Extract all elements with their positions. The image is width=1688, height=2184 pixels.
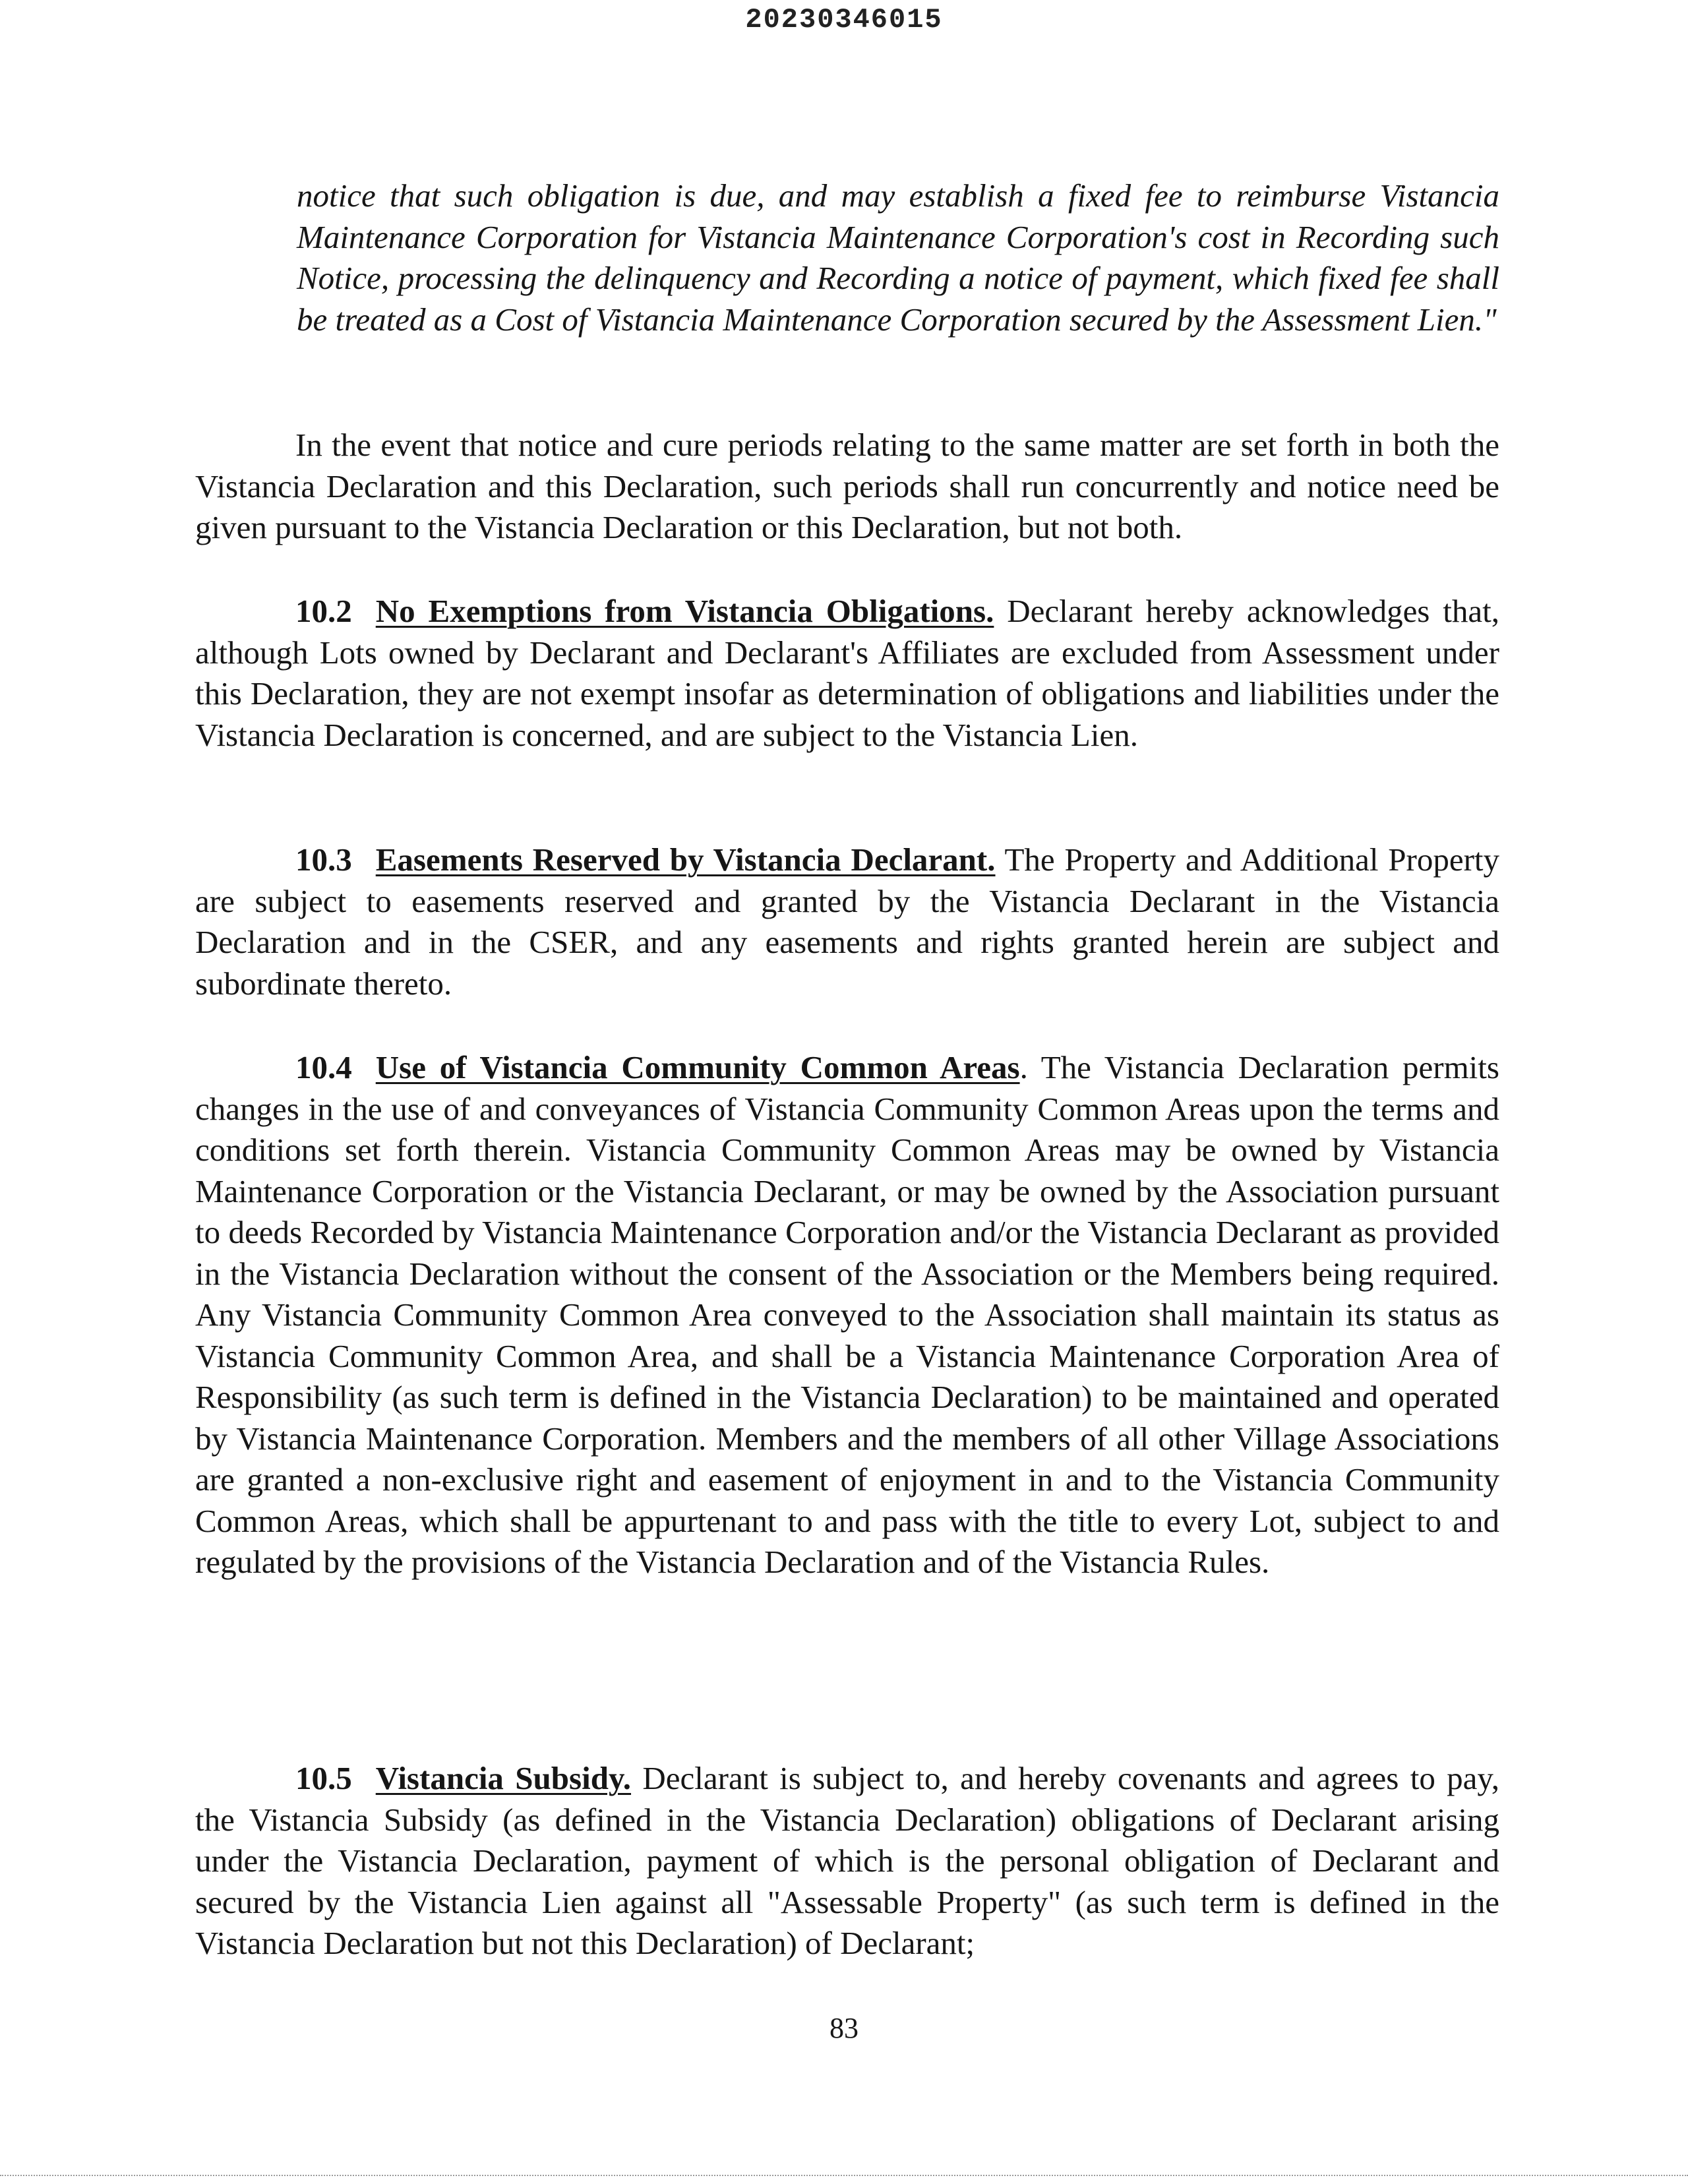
recording-number: 20230346015 [745, 4, 943, 36]
section-title: Vistancia Subsidy. [375, 1760, 632, 1796]
section-title: No Exemptions from Vistancia Obligations. [375, 593, 994, 629]
section-text: Declarant is subject to, and hereby covenants and agrees to pay, the Vistancia Subsidy (as defined in the Vistancia Declaration) obligations of Declarant arising under the Vistancia Declaration, payment of which is the personal obligation of Declarant and secured by the Vistancia Lien against all "Assessable Property" (as such term is defined in the Vistancia Declaration but not this Declaration) of Declarant; [195, 1760, 1499, 1961]
section-10-4 [195, 1047, 1499, 1583]
section-number: 10.5 [295, 1760, 352, 1796]
section-number: 10.3 [295, 841, 352, 878]
section-title: Use of Vistancia Community Common Areas [375, 1049, 1020, 1085]
section-title: Easements Reserved by Vistancia Declarant. [375, 841, 996, 878]
section-text: The Property and Additional Property are subject to easements reserved and granted by the Vistancia Declarant in the Vistancia Declaration and in the CSER, and any easements and rights granted herein are subject and subordinate thereto. [195, 841, 1500, 1002]
section-10-2 [195, 591, 1499, 756]
page-number: 83 [829, 2012, 859, 2044]
section-number: 10.2 [295, 593, 352, 629]
quote-continuation: notice that such obligation is due, and may establish a fixed fee to reimburse Vistancia Maintenance Corporation for Vistancia Maintenance Corporation's cost in Recording such Notice, processing the delinquency and Recording a notice of payment, which fixed fee shall be treated as a Cost of Vistancia Maintenance Corporation secured by the Assessment Lien." [297, 177, 1499, 338]
page-edge-rule [0, 2175, 1688, 2176]
section-text: . The Vistancia Declaration permits changes in the use of and conveyances of Vistancia Community Common Areas upon the terms and conditions set forth therein. Vistancia Community Common Areas may be owned by Vistancia Maintenance Corporation or the Vistancia Declarant, or may be owned by the Association pursuant to deeds Recorded by Vistancia Maintenance Corporation and/or the Vistancia Declarant as provided in the Vistancia Declaration without the consent of the Association or the Members being required. Any Vistancia Community Common Area conveyed to the Association shall maintain its status as Vistancia Community Common Area, and shall be a Vistancia Maintenance Corporation Area of Responsibility (as such term is defined in the Vistancia Declaration) to be maintained and operated by Vistancia Maintenance Corporation. Members and the members of all other Village Associations are granted a non-exclusive right and easement of enjoyment in and to the Vistancia Community Common Areas, which shall be appurtenant to and pass with the title to every Lot, subject to and regulated by the provisions of the Vistancia Declaration and of the Vistancia Rules. [195, 1049, 1499, 1580]
notice-paragraph: In the event that notice and cure periods relating to the same matter are set forth in both the Vistancia Declaration and this Declaration, such periods shall run concurrently and notice need be given pursuant to the Vistancia Declaration or this Declaration, but not both. [195, 427, 1499, 545]
section-number: 10.4 [295, 1049, 352, 1085]
section-10-3 [195, 839, 1499, 1004]
section-10-5 [195, 1758, 1499, 1964]
section-text: Declarant hereby acknowledges that, although Lots owned by Declarant and Declarant's Affiliates are excluded from Assessment under this Declaration, they are not exempt insofar as determination of obligations and liabilities under the Vistancia Declaration is concerned, and are subject to the Vistancia Lien. [195, 593, 1500, 753]
